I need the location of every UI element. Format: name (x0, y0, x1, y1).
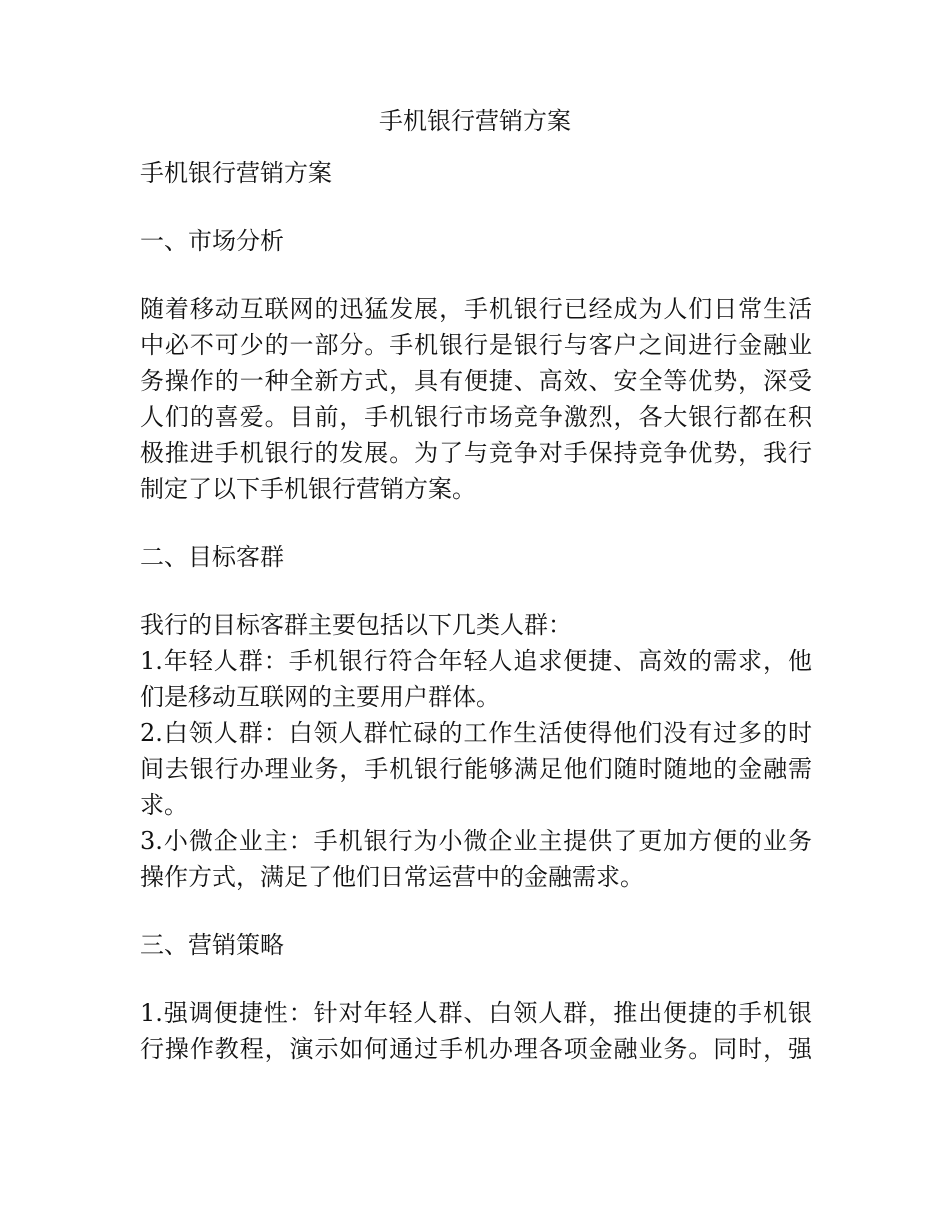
document-subtitle: 手机银行营销方案 (140, 159, 332, 187)
document-body (140, 155, 812, 1067)
section-heading-strategy: 三、营销策略 (140, 931, 284, 959)
spacer (140, 507, 812, 539)
spacer (140, 259, 812, 291)
spacer (140, 963, 812, 995)
list-item-line: 1.年轻人群：手机银行符合年轻人追求便捷、高效的需求，他 (140, 647, 812, 675)
list-item-line: 3.小微企业主：手机银行为小微企业主提供了更加方便的业务 (140, 827, 812, 855)
section-heading-target: 二、目标客群 (140, 543, 284, 571)
paragraph-line: 随着移动互联网的迅猛发展，手机银行已经成为人们日常生活 (140, 295, 812, 323)
paragraph-line: 务操作的一种全新方式，具有便捷、高效、安全等优势，深受 (140, 367, 812, 395)
document-title: 手机银行营销方案 (379, 107, 571, 135)
spacer (140, 575, 812, 607)
list-item-line: 1.强调便捷性：针对年轻人群、白领人群，推出便捷的手机银 (140, 999, 812, 1027)
spacer (140, 191, 812, 223)
paragraph-line: 人们的喜爱。目前，手机银行市场竞争激烈，各大银行都在积 (140, 403, 812, 431)
paragraph-line: 我行的目标客群主要包括以下几类人群： (140, 611, 572, 639)
paragraph-line: 极推进手机银行的发展。为了与竞争对手保持竞争优势，我行 (140, 439, 812, 467)
list-item-line: 们是移动互联网的主要用户群体。 (140, 683, 500, 711)
paragraph-line: 中必不可少的一部分。手机银行是银行与客户之间进行金融业 (140, 331, 812, 359)
list-item-line: 求。 (140, 791, 188, 819)
list-item-line: 行操作教程，演示如何通过手机办理各项金融业务。同时，强 (140, 1035, 812, 1063)
spacer (140, 895, 812, 927)
list-item-line: 间去银行办理业务，手机银行能够满足他们随时随地的金融需 (140, 755, 812, 783)
section-heading-market: 一、市场分析 (140, 227, 284, 255)
list-item-line: 2.白领人群：白领人群忙碌的工作生活使得他们没有过多的时 (140, 719, 812, 747)
paragraph-line: 制定了以下手机银行营销方案。 (140, 475, 476, 503)
list-item-line: 操作方式，满足了他们日常运营中的金融需求。 (140, 863, 644, 891)
